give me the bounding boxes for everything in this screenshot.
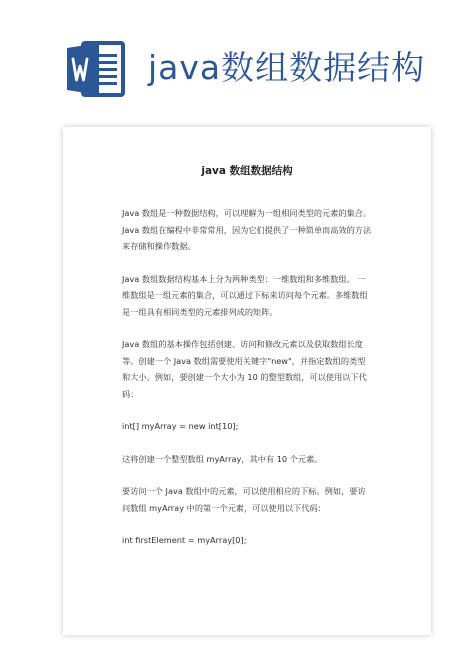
paragraph-access: 要访问一个 Java 数组中的元素，可以使用相应的下标。例如，要访问数组 myArray 中的第一个元素，可以使用以下代码： — [122, 486, 366, 513]
document-body — [122, 205, 372, 565]
paragraph-intro: Java 数组是一种数据结构，可以理解为一组相同类型的元素的集合。Java 数组在编程中非常常用，因为它们提供了一种简单而高效的方法来存储和操作数据。 — [122, 208, 372, 251]
paragraph-types: Java 数组数据结构基本上分为两种类型：一维数组和多维数组。 一维数组是一组元素的集合，可以通过下标来访问每个元素。多维数组是一组具有相同类型的元素排列成的矩阵。 — [122, 273, 368, 317]
paragraph-operations: Java 数组的基本操作包括创建、访问和修改元素以及获取数组长度等。创建一个 Java 数组需要使用关键字"new"，并指定数组的类型和大小。例如，要创建一个大小为 10 的整型数组，可以使用以下代码： — [122, 339, 367, 399]
document-page — [63, 127, 431, 635]
code-create-array: int[] myArray = new int[10]; — [122, 421, 239, 431]
paragraph-created: 这将创建一个整型数组 myArray，其中有 10 个元素。 — [122, 453, 323, 464]
word-document-icon — [65, 40, 127, 98]
header-title: java数组数据结构 — [148, 48, 426, 87]
code-access-element: int firstElement = myArray[0]; — [122, 535, 247, 545]
header-banner — [0, 0, 474, 125]
document-title: java 数组数据结构 — [201, 165, 293, 177]
